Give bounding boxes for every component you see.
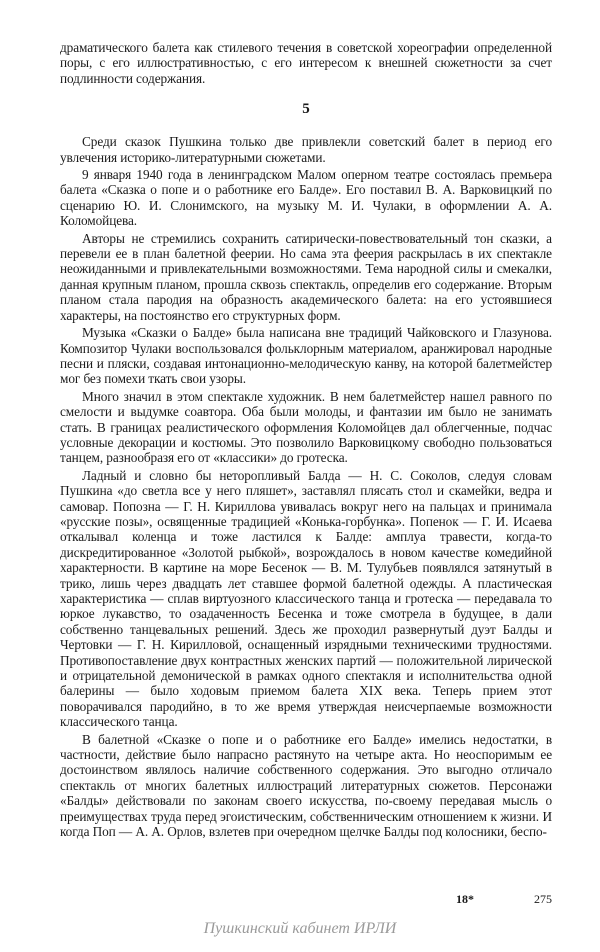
- paragraph-3: Авторы не стремились сохранить сатирически-повествовательный тон сказки, а перевели ее в план балетной феерии. Но сама эта феерия раскрылась в их спектакле неожиданными и привлекательными возможностями. Тема народной силы и смекалки, данная крупным планом, прошла сквозь спектакль, определив его содержание. Вторым планом стала пародия на образность академического балета: на его устоявшиеся характеры, на постоянство его структурных форм.: [60, 230, 552, 323]
- paragraph-2: 9 января 1940 года в ленинградском Малом оперном театре состоялась премьера балета «Сказка о попе и о работнике его Балде». Его поставил В. А. Варковицкий по сценарию Ю. И. Слонимского, на музыку М. И. Чулаки, в оформлении А. А. Коломойцева.: [60, 167, 552, 229]
- page-footer: [60, 891, 552, 907]
- paragraph-6: Ладный и словно бы неторопливый Балда — Н. С. Соколов, следуя словам Пушкина «до светла все у него пляшет», заставлял плясать стол и скамейки, ведра и самовар. Попозна — Г. Н. Кириллова увивалась вокруг него на пальцах и принимала «русские позы», освященные традицией «Конька-горбунка». Попенок — Г. И. Исаева откалывал коленца и тоже ластился к Балде: амплуа травести, когда-то дискредитированное «Золотой рыбкой», возрождалось в новом качестве комедийной характерности. В картине на море Бесенок — В. М. Тулубьев появлялся затянутый в трико, лишь через двадцать лет ставшее формой балетной одежды. А пластическая характеристика — сплав виртуозного классического танца и гротеска — передавала то юркое лукавство, то озадаченность Бесенка и тоже смотрела в будущее, в дали собственно танцевальных решений. Здесь же проходил развернутый дуэт Балды и Чертовки — Г. Н. Кирилловой, оснащенный изрядными техническими трудностями. Противопоставление двух контрастных женских партий — положительной лирической и отрицательной демонической в рамках одного спектакля и исполнительства одной балерины — было ходовым приемом балета XIX века. Теперь прием этот поворачивался пародийно, в то же время утверждая неисчерпаемые возможности классического танца.: [60, 467, 552, 730]
- paragraph-continued: драматического балета как стилевого течения в советской хореографии определенной поры, с его иллюстративностью, с его интересом к внешней сюжетности за счет подлинности содержания.: [60, 40, 552, 86]
- paragraph-1: Среди сказок Пушкина только две привлекли советский балет в период его увлечения историко-литературными сюжетами.: [60, 134, 552, 165]
- page-number: 275: [534, 892, 552, 906]
- section-number: 5: [302, 101, 310, 118]
- library-watermark: Пушкинский кабинет ИРЛИ: [203, 920, 397, 937]
- paragraph-7: В балетной «Сказке о попе и о работнике его Балде» имелись недостатки, в частности, действие было напрасно растянуто на четыре акта. Но неоспоримым ее достоинством являлось наличие собственного содержания. Это выгодно отличало спектакль от многих балетных иллюстраций литературных сюжетов. Персонажи «Балды» действовали по законам своего искусства, по-своему передавая мысль о преимуществах труда перед эгоистическим, собственническим отношением к жизни. И когда Поп — А. А. Орлов, взлетев при очередном щелчке Балды под колосники, беспо-: [60, 731, 552, 840]
- paragraph-5: Много значил в этом спектакле художник. В нем балетмейстер нашел равного по смелости и выдумке соавтора. Оба были молоды, и фантазии им было не занимать стать. В границах реалистического оформления Коломойцев дал облегченные, подчас условные декорации и костюмы. Это позволило Варковицкому свободно пользоваться танцем, разнообразя его от «классики» до гротеска.: [60, 388, 552, 466]
- signature-mark: 18*: [456, 892, 474, 906]
- text-column: [60, 40, 552, 840]
- paragraph-4: Музыка «Сказки о Балде» была написана вне традиций Чайковского и Глазунова. Композитор Чулаки воспользовался фольклорным материалом, аранжировал народные песни и пляски, создавая интонационно-мелодическую канву, на которой балетмейстер мог без помехи ткать свои узоры.: [60, 325, 552, 387]
